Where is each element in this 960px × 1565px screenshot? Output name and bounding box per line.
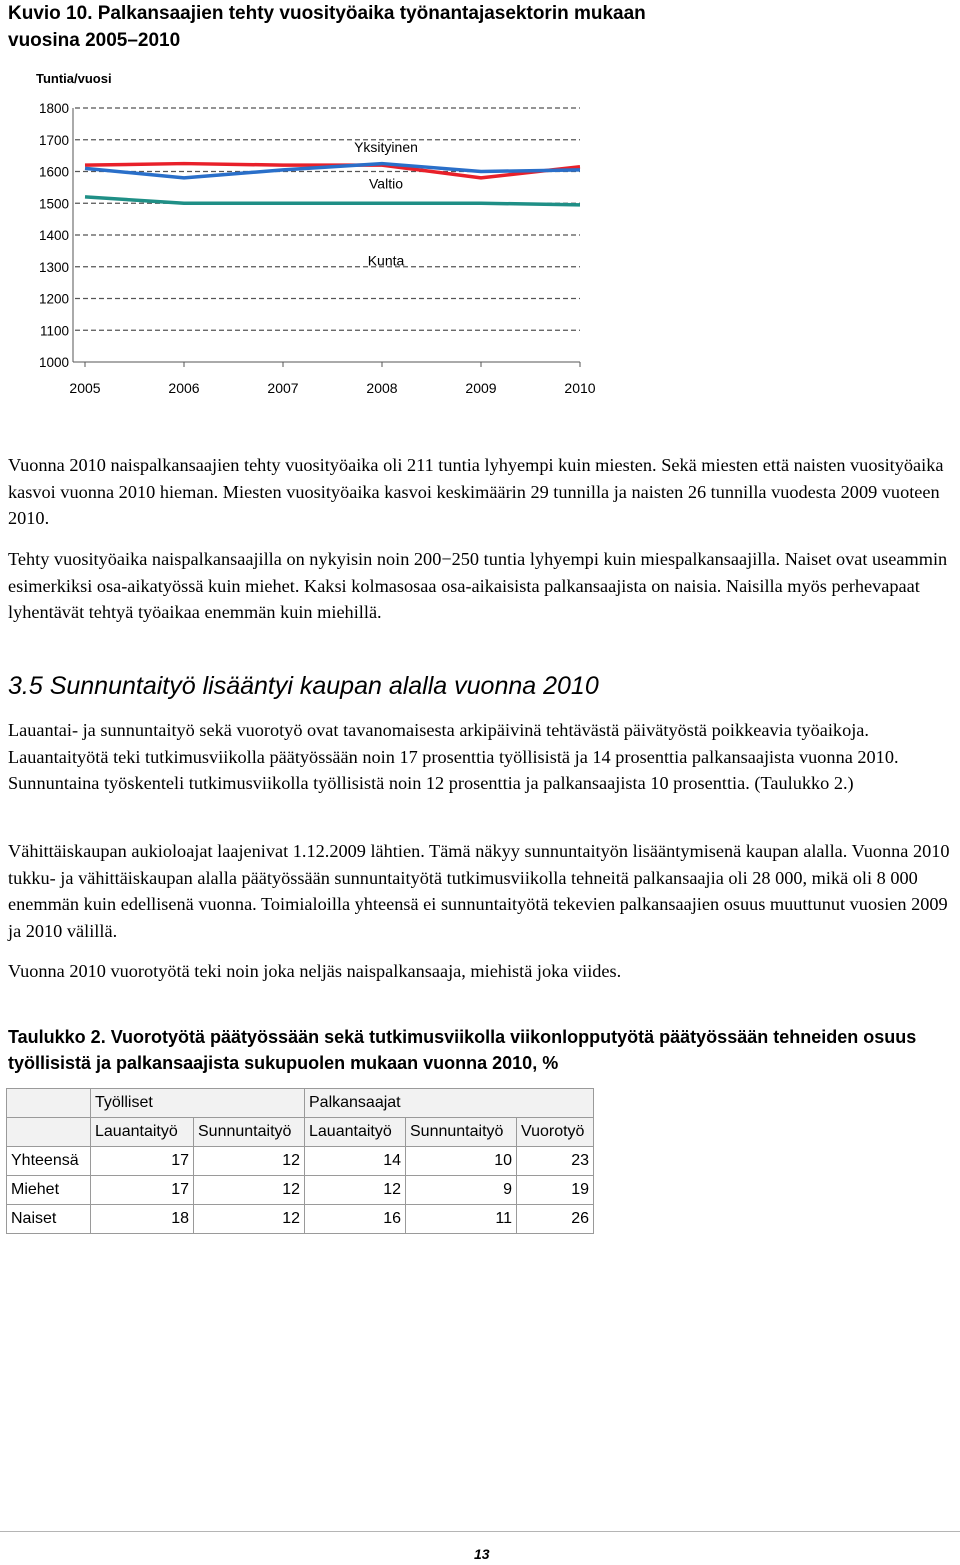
table-cell: 17 <box>91 1147 194 1176</box>
series-label-yksityinen: Yksityinen <box>354 139 418 156</box>
table-row <box>7 1176 594 1205</box>
x-tick-label: 2009 <box>465 380 497 396</box>
table-column-header: Lauantaityö <box>91 1118 194 1147</box>
series-label-kunta: Kunta <box>367 252 405 269</box>
table-cell: 18 <box>91 1205 194 1234</box>
x-tick-label: 2005 <box>69 380 101 396</box>
table-cell: 14 <box>305 1147 406 1176</box>
x-tick-label: 2008 <box>366 380 398 396</box>
series-label-valtio: Valtio <box>369 175 403 192</box>
paragraph-gender-difference: Tehty vuosityöaika naispalkansaajilla on nykyisin noin 200−250 tuntia lyhyempi kuin miespalkansaajilla. Naiset ovat useammin esimerkiksi osa-aikatyössä kuin miehet. Kaksi kolmasosaa osa-aikaisista palkansaajista on naisia. Naisilla myös perhevapaat lyhentävät tehtyä työaikaa enemmän kuin miehillä. <box>8 549 948 622</box>
page-number: 13 <box>474 1546 490 1562</box>
y-tick-label: 1100 <box>39 323 69 339</box>
y-tick-label: 1300 <box>38 259 69 275</box>
y-tick-label: 1400 <box>38 228 69 243</box>
y-tick-label: 1200 <box>38 291 69 307</box>
paragraph-retail-hours: Vähittäiskaupan aukioloajat laajenivat 1.12.2009 lähtien. Tämä näkyy sunnuntaityön lisääntymisenä kaupan alalla. Vuonna 2010 tukku- ja vähittäiskaupan alalla päätyössään sunnuntaityötä tutkimusviikolla tehneitä palkansaajia oli 28 000, mikä oli 8 000 enemmän kuin edellisenä vuonna. Toimialoilla yhteensä ei sunnuntaityötä tekevien palkansaajien osuus muuttunut vuosien 2009 ja 2010 välillä. <box>8 841 950 941</box>
data-table <box>6 1088 594 1234</box>
table-column-header: Sunnuntaityö <box>406 1118 517 1147</box>
table-caption: Taulukko 2. Vuorotyötä päätyössään sekä tutkimusviikolla viikonlopputyötä päätyössään tehneiden osuus työllisistä ja palkansaajista sukupuolen mukaan vuonna 2010, % <box>8 1027 917 1073</box>
table-group-header: Palkansaajat <box>305 1089 594 1118</box>
table-cell: 17 <box>91 1176 194 1205</box>
table-corner-cell <box>7 1089 91 1118</box>
x-tick-labels <box>69 380 595 396</box>
table-row-label: Miehet <box>7 1176 91 1205</box>
axes <box>73 108 580 367</box>
y-tick-label: 1000 <box>38 355 69 370</box>
x-tick-label: 2006 <box>168 380 200 396</box>
table-cell: 19 <box>517 1176 594 1205</box>
table-column-header: Sunnuntaityö <box>194 1118 305 1147</box>
table-cell: 12 <box>194 1147 305 1176</box>
table-column-header: Lauantaityö <box>305 1118 406 1147</box>
y-axis-title: Tuntia/vuosi <box>36 71 112 86</box>
section-heading: 3.5 Sunnuntaityö lisääntyi kaupan alalla vuonna 2010 <box>8 672 599 700</box>
figure-caption: Kuvio 10. Palkansaajien tehty vuosityöaika työnantajasektorin mukaan vuosina 2005–2010 <box>8 3 646 51</box>
y-tick-label: 1600 <box>38 164 69 180</box>
table-cell: 12 <box>194 1176 305 1205</box>
paragraph-wage-gap: Vuonna 2010 naispalkansaajien tehty vuosityöaika oli 211 tuntia lyhyempi kuin miesten. Sekä miesten että naisten vuosityöaika kasvoi vuonna 2010 hieman. Miesten vuosityöaika kasvoi keskimäärin 29 tunnilla ja naisten 26 tunnilla vuodesta 2009 vuoteen 2010. <box>8 455 944 528</box>
table-row <box>7 1205 594 1234</box>
table-cell: 16 <box>305 1205 406 1234</box>
table-cell: 12 <box>305 1176 406 1205</box>
table-column-header: Vuorotyö <box>517 1118 594 1147</box>
y-tick-labels <box>39 101 69 370</box>
y-tick-label: 1700 <box>38 132 69 148</box>
x-tick-label: 2010 <box>564 380 596 396</box>
table-corner-cell <box>7 1118 91 1147</box>
table-column-header-row <box>7 1118 594 1147</box>
paragraph-weekend-work: Lauantai- ja sunnuntaityö sekä vuorotyö ovat tavanomaisesta arkipäivinä tehtävästä päivätyöstä poikkeavia työaikoja. Lauantaityötä teki tutkimusviikolla päätyössään noin 17 prosenttia työllisistä ja 14 prosenttia palkansaajista vuonna 2010. Sunnuntaina työskenteli tutkimusviikolla työllisistä noin 12 prosenttia ja palkansaajista 10 prosenttia. (Taulukko 2.) <box>8 720 899 793</box>
table-group-header: Työlliset <box>91 1089 305 1118</box>
table-group-header-row <box>7 1089 594 1118</box>
table-row-label: Yhteensä <box>7 1147 91 1176</box>
table-cell: 11 <box>406 1205 517 1234</box>
y-tick-label: 1800 <box>38 101 69 116</box>
table-cell: 10 <box>406 1147 517 1176</box>
paragraph-shift-work: Vuonna 2010 vuorotyötä teki noin joka neljäs naispalkansaaja, miehistä joka viides. <box>8 961 622 981</box>
line-chart <box>0 60 620 405</box>
series-lines <box>85 164 580 205</box>
table-row-label: Naiset <box>7 1205 91 1234</box>
y-tick-label: 1500 <box>38 196 69 212</box>
table-cell: 12 <box>194 1205 305 1234</box>
grid-lines <box>75 108 580 330</box>
table-cell: 9 <box>406 1176 517 1205</box>
table-row <box>7 1147 594 1176</box>
footer-divider <box>0 1531 960 1532</box>
x-tick-label: 2007 <box>267 380 299 396</box>
table-cell: 26 <box>517 1205 594 1234</box>
table-cell: 23 <box>517 1147 594 1176</box>
